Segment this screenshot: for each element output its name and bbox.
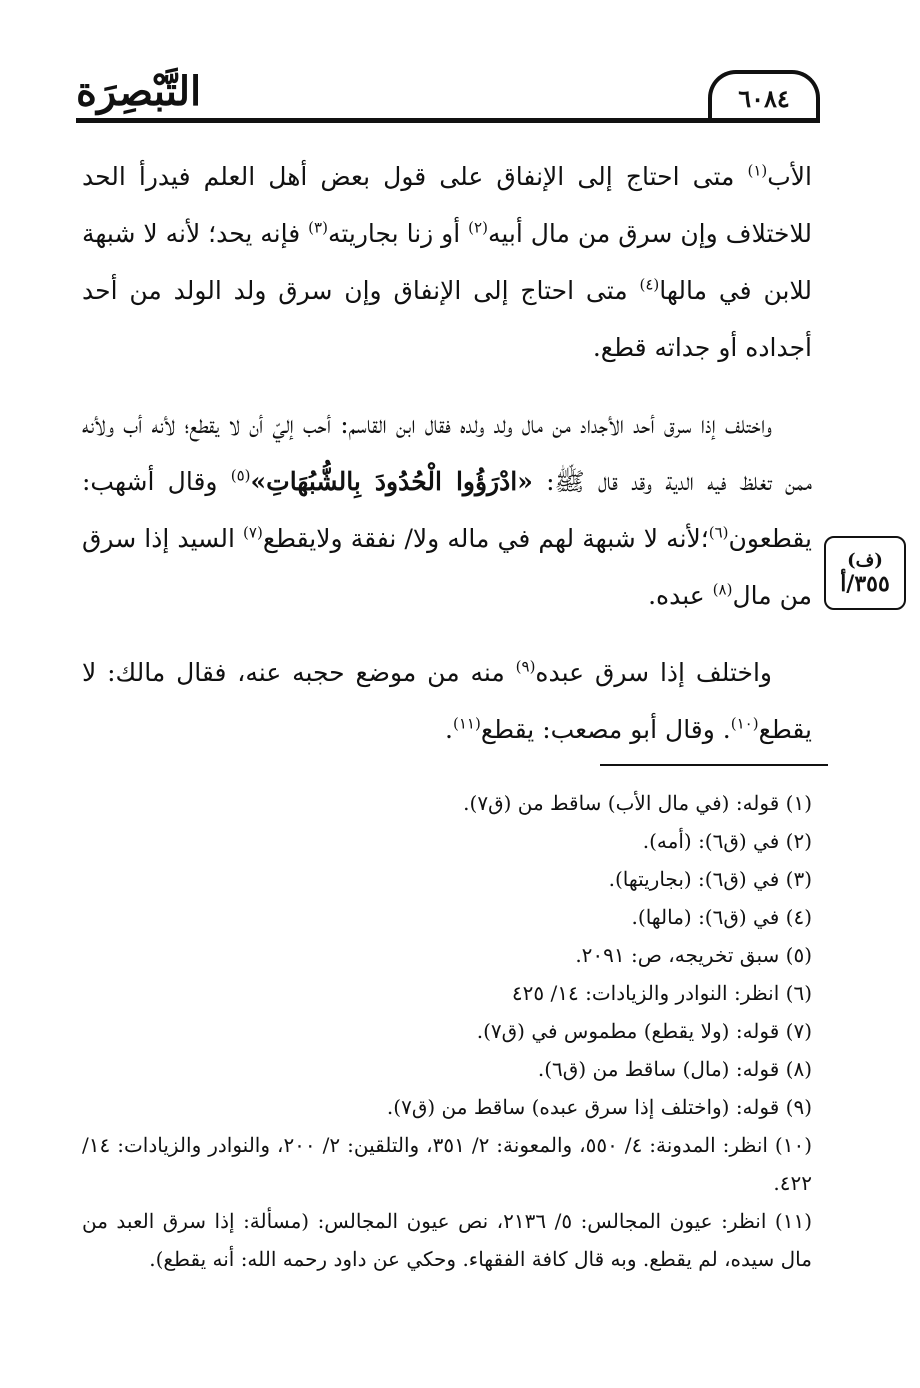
- footnote: (٩) قوله: (واختلف إذا سرق عبده) ساقط من (ق٧).: [386, 1095, 812, 1119]
- hadith-quote: «ادْرَؤُوا الْحُدُودَ بِالشُّبُهَاتِ»: [250, 467, 533, 496]
- text-segment: متى احتاج إلى الإنفاق وإن سرق ولد الولد من أحد أجداده أو جداته قطع.: [82, 276, 812, 362]
- footnote-ref: (٩): [515, 657, 536, 676]
- text-segment: أو زنا بجاريته: [327, 219, 469, 248]
- text-segment: . وقال أبو مصعب: يقطع: [480, 715, 731, 744]
- footnote-ref: (٦): [708, 523, 729, 542]
- footnote: (١١) انظر: عيون المجالس: ٥/ ٢١٣٦، نص عيون المجالس: (مسألة: إذا سرق العبد من مال سيده، لم يقطع. وبه قال كافة الفقهاء. وحكي عن داود رحمه الله: أنه يقطع).: [82, 1209, 812, 1271]
- footnote: (٣) في (ق٦): (بجاريتها).: [608, 867, 812, 891]
- header-rule: [76, 118, 820, 123]
- text-segment: فإنه يحد؛ لأنه لا شبهة للابن في مالها: [82, 219, 812, 305]
- footnote-ref: (١): [747, 161, 768, 180]
- footnote-ref: (٧): [243, 523, 263, 542]
- footnote: (٤) في (ق٦): (مالها).: [631, 905, 812, 929]
- text-segment: واختلف إذا سرق عبده: [535, 658, 772, 687]
- paragraph-2: [82, 396, 812, 624]
- footnote-separator: [600, 764, 828, 766]
- footnote: (٨) قوله: (مال) ساقط من (ق٦).: [537, 1057, 812, 1081]
- footnote-ref: (٨): [712, 580, 733, 599]
- manuscript-folio-marker: [824, 536, 906, 610]
- text-segment: منه من موضع حجبه عنه، فقال مالك: لا يقطع: [82, 658, 812, 744]
- text-segment: وقال أشهب: يقطعون: [82, 467, 812, 553]
- paragraph-3: [82, 644, 812, 758]
- footnote-ref: (١١): [453, 714, 481, 733]
- page-number: ٦٠٨٤: [708, 70, 820, 122]
- paragraph-1: [82, 148, 812, 376]
- text-segment: السيد إذا سرق من مال: [82, 524, 812, 610]
- main-text: [82, 148, 812, 758]
- page-header: [76, 60, 820, 130]
- text-segment: متى احتاج إلى الإنفاق على قول بعض أهل العلم فيدرأ الحد للاختلاف وإن سرق من مال أبيه: [82, 162, 813, 248]
- text-segment: واختلف إذا سرق أحد الأجداد من مال ولد ولده فقال ابن القاسم: أحب إليّ أن لا يقطع؛ لأنه أب ولأنه ممن تغلظ فيه الدية وقد قال ﷺ:: [82, 410, 812, 496]
- footnote-ref: (٤): [639, 275, 660, 294]
- footnote: (٦) انظر: النوادر والزيادات: ١٤/ ٤٢٥: [511, 981, 812, 1005]
- footnote: (٥) سبق تخريجه، ص: ٢٠٩١.: [575, 943, 812, 967]
- footnote: (١) قوله: (في مال الأب) ساقط من (ق٧).: [463, 791, 812, 815]
- footnotes: [82, 784, 812, 1278]
- text-segment: عبده.: [648, 581, 713, 610]
- footnote: (١٠) انظر: المدونة: ٤/ ٥٥٠، والمعونة: ٢/ ٣٥١، والتلقين: ٢/ ٢٠٠، والنوادر والزيادات: ١٤/ ٤٢٢.: [82, 1133, 813, 1195]
- footnote-ref: (٣): [308, 218, 328, 237]
- text-segment: الأب: [767, 162, 812, 191]
- text-segment: ؛لأنه لا شبهة لهم في ماله ولا/ نفقة ولايقطع: [262, 524, 709, 553]
- footnote-ref: (٢): [468, 218, 488, 237]
- footnote: (٧) قوله: (ولا يقطع) مطموس في (ق٧).: [476, 1019, 812, 1043]
- text-segment: .: [445, 715, 453, 744]
- book-title: التَّبْصِرَة: [76, 68, 202, 115]
- folio-marker-label: (ف): [847, 549, 883, 571]
- folio-marker-number: ٣٥٥/أ: [840, 570, 890, 597]
- footnote-ref: (١٠): [730, 714, 759, 733]
- footnote: (٢) في (ق٦): (أمه).: [642, 829, 812, 853]
- footnote-ref: (٥): [230, 466, 251, 485]
